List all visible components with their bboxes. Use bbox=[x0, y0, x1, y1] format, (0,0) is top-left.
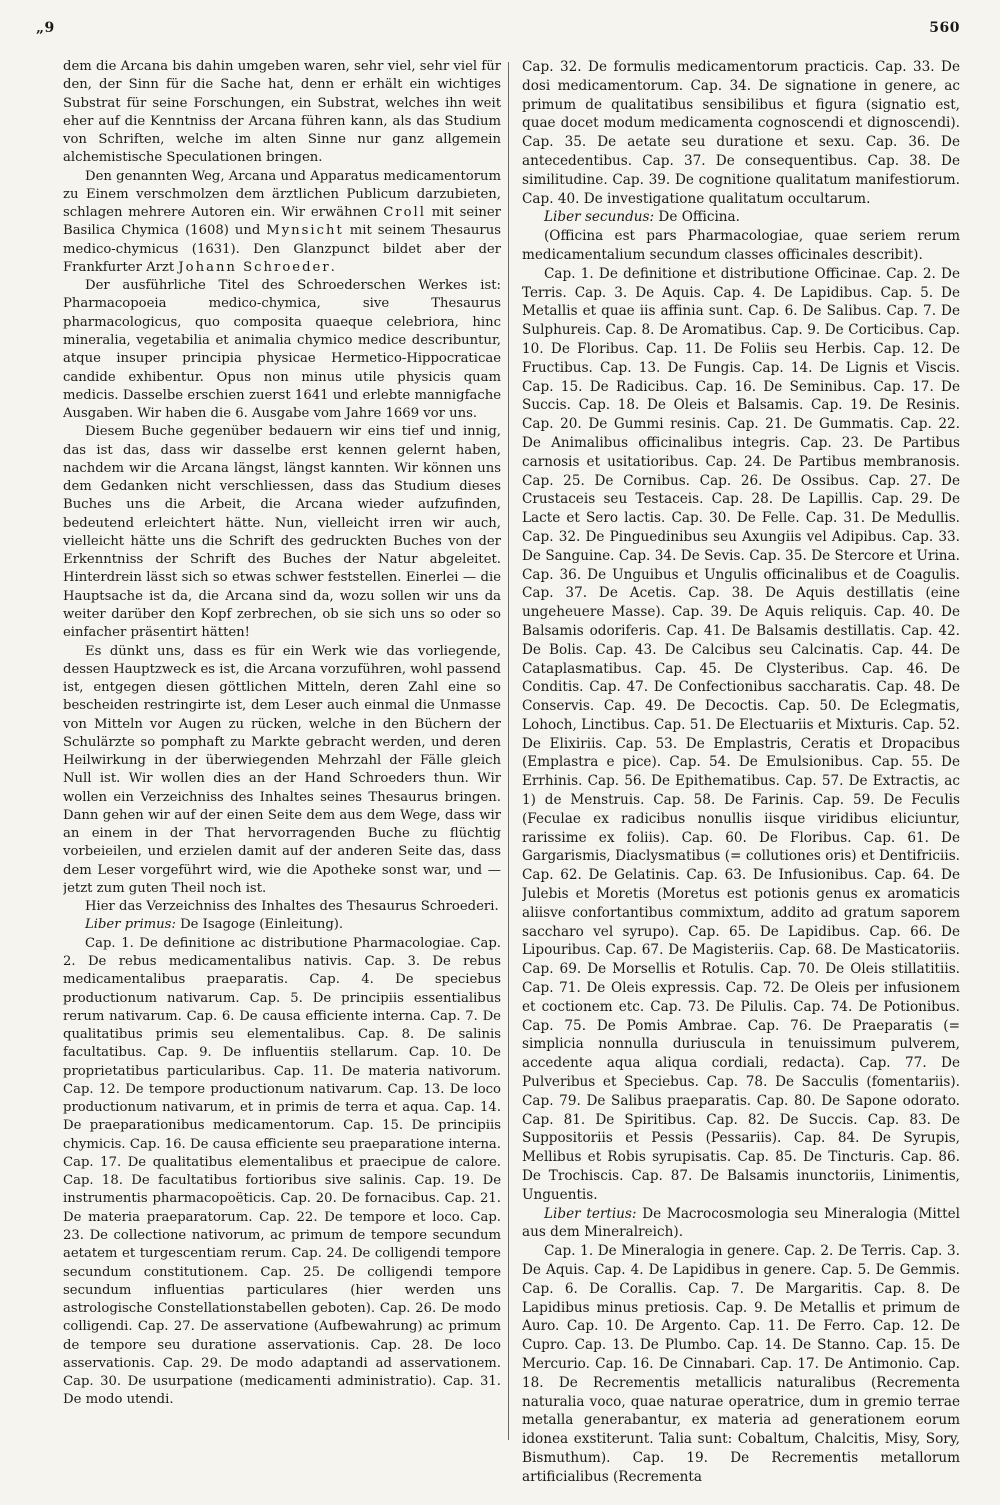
paragraph: (Officina est pars Pharmacologiae, quae seriem rerum medicamentalium secundum classes officinales describit). bbox=[522, 228, 960, 263]
paragraph: dem die Arcana bis dahin umgeben waren, sehr viel, sehr viel für den, der Sinn für die Sache hat, denn er erhält ein wichtiges Substrat für seine Forschungen, ein Substrat, welches ihn weit eher auf die Kenntniss der Arcana führen kann, als das Studium von Schriften, welche im alten Sinne nur ganz allgemein alchemistische Speculationen bringen. bbox=[63, 59, 501, 166]
right-column bbox=[522, 58, 960, 1490]
book-title: Liber primus: bbox=[85, 917, 176, 933]
book-title: Liber tertius: bbox=[544, 1205, 637, 1222]
paragraph: Hier das Verzeichniss des Inhaltes des Thesaurus Schroederi. bbox=[85, 899, 499, 915]
chapter-list: Cap. 1. De definitione et distributione Officinae. Cap. 2. De Terris. Cap. 3. De Aquis. Cap. 4. De Lapidibus. Cap. 5. De Metallis et quae iis affinia sunt. Cap. 6. De Salibus. Cap. 7. De Sulphureis. Cap. 8. De Aromatibus. Cap. 9. De Corticibus. Cap. 10. De Floribus. Cap. 11. De Foliis seu Herbis. Cap. 12. De Fructibus. Cap. 13. De Fungis. Cap. 14. De Lignis et Viscis. Cap. 15. De Radicibus. Cap. 16. De Seminibus. Cap. 17. De Succis. Cap. 18. De Oleis et Balsamis. Cap. 19. De Resinis. Cap. 20. De Gummi resinis. Cap. 21. De Gummatis. Cap. 22. De Animalibus officinalibus integris. Cap. 23. De Partibus carnosis et usitatioribus. Cap. 24. De Partibus membranosis. Cap. 25. De Cornibus. Cap. 26. De Ossibus. Cap. 27. De Crustaceis seu Testaceis. Cap. 28. De Lapillis. Cap. 29. De Lacte et Sero lactis. Cap. 30. De Felle. Cap. 31. De Medullis. Cap. 32. De Pinguedinibus seu Axungiis vel Adipibus. Cap. 33. De Sanguine. Cap. 34. De Sevis. Cap. 35. De Stercore et Urina. Cap. 36. De Unguibus et Ungulis officinalibus et de Coagulis. Cap. 37. De Acetis. Cap. 38. De Aquis destillatis (eine ungeheuere Masse). Cap. 39. De Aquis reliquis. Cap. 40. De Balsamis odoriferis. Cap. 41. De Balsamis destillatis. Cap. 42. De Bolis. Cap. 43. De Calcibus seu Calcinatis. Cap. 44. De Cataplasmatibus. Cap. 45. De Clysteribus. Cap. 46. De Conditis. Cap. 47. De Confectionibus saccharatis. Cap. 48. De Conservis. Cap. 49. De Decoctis. Cap. 50. De Eclegmatis, Lohoch, Linctibus. Cap. 51. De Electuariis et Mixturis. Cap. 52. De Elixiriis. Cap. 53. De Emplastris, Ceratis et Dropacibus (Emplastra e pice). Cap. 54. De Emulsionibus. Cap. 55. De Errhinis. Cap. 56. De Epithematibus. Cap. 57. De Extractis, ac 1) de Menstruis. Cap. 58. De Farinis. Cap. 59. De Feculis (Feculae ex radicibus nonullis iisque viridibus eliciuntur, rarissime ex foliis). Cap. 60. De Floribus. Cap. 61. De Gargarismis, Diaclysmatibus (= collutiones oris) et Dentifriciis. Cap. 62. De Gelatinis. Cap. 63. De Infusionibus. Cap. 64. De Julebis et Moretis (Moretus est potionis genus ex aromaticis aliisve confortantibus commixtum, addito ad gratum saporem saccharo vel syrupo). Cap. 65. De Lapidibus. Cap. 66. De Lipouribus. Cap. 67. De Magisteriis. Cap. 68. De Masticatoriis. Cap. 69. De Morsellis et Rotulis. Cap. 70. De Oleis stillatitiis. Cap. 71. De Oleis expressis. Cap. 72. De Oleis per infusionem et coctionem etc. Cap. 73. De Pilulis. Cap. 74. De Potionibus. Cap. 75. De Pomis Ambrae. Cap. 76. De Praeparatis (= simplicia nonnulla duriuscula in tenuissimum pulverem, accedente aqua aliqua cordiali, redacta). Cap. 77. De Pulveribus et Speciebus. Cap. 78. De Sacculis (fomentariis). Cap. 79. De Salibus praeparatis. Cap. 80. De Sapone odorato. Cap. 81. De Spiritibus. Cap. 82. De Succis. Cap. 83. De Suppositoriis et Pessis (Pessariis). Cap. 84. De Syrupis, Mellibus et Robis syrupisatis. Cap. 85. De Tincturis. Cap. 86. De Trochiscis. Cap. 87. De Balsamis inunctoriis, Linimentis, Unguentis. bbox=[522, 265, 960, 1203]
paragraph-text: mit seinem Thesaurus medico-chymicus (1631). Den Glanzpunct bildet aber der Frankfurter Arzt bbox=[63, 223, 501, 275]
author-name-schroeder: Johann Schroeder bbox=[178, 259, 331, 275]
paragraph-text: mit seiner Basilica Chymica (1608) und bbox=[63, 205, 501, 239]
author-name-mynsicht: Mynsicht bbox=[266, 223, 344, 239]
paragraph-text: . bbox=[330, 259, 335, 275]
book-subtitle: De Officina. bbox=[654, 209, 740, 226]
chapter-list: Cap. 1. De Mineralogia in genere. Cap. 2. De Terris. Cap. 3. De Aquis. Cap. 4. De Lapidibus in genere. Cap. 5. De Gemmis. Cap. 6. De Corallis. Cap. 7. De Margaritis. Cap. 8. De Lapidibus minus pretiosis. Cap. 9. De Metallis et primum de Auro. Cap. 10. De Argento. Cap. 11. De Ferro. Cap. 12. De Cupro. Cap. 13. De Plumbo. Cap. 14. De Stanno. Cap. 15. De Mercurio. Cap. 16. De Cinnabari. Cap. 17. De Antimonio. Cap. 18. De Recrementis metallicis naturalibus (Recrementa naturalia voco, quae naturae operatrice, dum in gremio terrae metalla generabantur, ex materia ad generationem eorum idonea exstiterunt. Talia sunt: Cobaltum, Chalcitis, Misy, Sory, Bismuthum). Cap. 19. De Recrementis metallorum artificialibus (Recrementa bbox=[522, 1243, 960, 1485]
chapter-list: Cap. 1. De definitione ac distributione Pharmacologiae. Cap. 2. De rebus medicamentalibus nativis. Cap. 3. De rebus medicamentalibus praeparatis. Cap. 4. De speciebus productionum nativarum. Cap. 5. De principiis essentialibus rerum nativarum. Cap. 6. De causa efficiente interna. Cap. 7. De qualitatibus primis seu elementalibus. Cap. 8. De salinis facultatibus. Cap. 9. De influentiis stellarum. Cap. 10. De proprietatibus particularibus. Cap. 11. De materia nativorum. Cap. 12. De tempore productionum nativarum. Cap. 13. De loco productionum nativarum, et in primis de terra et aqua. Cap. 14. De praeparationibus medicamentorum. Cap. 15. De principiis chymicis. Cap. 16. De causa efficiente seu praeparatione interna. Cap. 17. De qualitatibus elementalibus et praecipue de calore. Cap. 18. De facultatibus fortioribus sive salinis. Cap. 19. De instrumentis pharmacopoëticis. Cap. 20. De fornacibus. Cap. 21. De materia praeparatorum. Cap. 22. De tempore et loco. Cap. 23. De collectione nativorum, ac primum de tempore secundum aetatem et turgescentiam rerum. Cap. 24. De colligendi tempore secundum constitutionem. Cap. 25. De colligendi tempore secundum influentias particulares (hier werden uns astrologische Constellationstabellen geboten). Cap. 26. De modo colligendi. Cap. 27. De asservatione (Aufbewahrung) ac primum de tempore seu duratione asservationis. Cap. 28. De loco asservationis. Cap. 29. De modo adaptandi ad asservationem. Cap. 30. De usurpatione (medicamenti administratio). Cap. 31. De modo utendi. bbox=[63, 935, 501, 1408]
left-column bbox=[63, 58, 501, 1490]
book-subtitle: De Isagoge (Einleitung). bbox=[175, 917, 344, 933]
column-divider bbox=[508, 62, 509, 1440]
paragraph: Es dünkt uns, dass es für ein Werk wie das vorliegende, dessen Hauptzweck es ist, die Arcana vorzuführen, wohl passend ist, entgegen diesen göttlichen Mitteln, deren Zahl eine so bescheiden restringirte ist, dem Leser auch einmal die Unmasse von Mitteln vor Augen zu rücken, welche in den Büchern der Schulärzte so pomphaft zu Markte gebracht werden, und deren Heilwirkung in der überwiegenden Mehrzahl der Fälle gleich Null ist. Wir wollen dies an der Hand Schroeders thun. Wir wollen ein Verzeichniss des Inhaltes seines Thesaurus bringen. Dann gehen wir auf der einen Seite dem aus dem Wege, dass wir an einem in der That hervorragenden Buche zu flüchtig vorbeieilen, und erzielen damit auf der anderen Seite das, dass dem Leser vorgeführt wird, wie die Apotheke sonst war, und — jetzt zum guten Theil noch ist. bbox=[63, 643, 501, 896]
paragraph: Diesem Buche gegenüber bedauern wir eins tief und innig, das ist das, dass wir dasselbe erst kennen gelernt haben, nachdem wir die Arcana längst, längst kannten. Wir können uns dem Gedanken nicht verschliessen, dass das Studium dieses Buches uns die Arbeit, die Arcana wieder aufzufinden, bedeutend erleichtert hätte. Nun, vielleicht irren wir auch, vielleicht hätte uns die Schrift des gedruckten Buches von der Erkenntniss der Schrift des Buches der Natur abgeleitet. Hinterdrein lässt sich so etwas schwer feststellen. Einerlei — die Hauptsache ist da, die Arcana sind da, wozu sollen wir uns da weiter darüber den Kopf zerbrechen, ob sie sich uns so oder so einfacher präsentirt hätten! bbox=[63, 424, 501, 641]
author-name-croll: Croll bbox=[383, 205, 426, 221]
book-heading bbox=[522, 1205, 960, 1243]
chapter-list: Cap. 32. De formulis medicamentorum practicis. Cap. 33. De dosi medicamentorum. Cap. 34. De signatione in genere, ac primum de qualitatibus sensibilibus et figura (signatio est, quae docet modum medicamenta cognoscendi et dignoscendi). Cap. 35. De aetate seu duratione et sexu. Cap. 36. De antecedentibus. Cap. 37. De consequentibus. Cap. 38. De similitudine. Cap. 39. De cognitione qualitatum manifestiorum. Cap. 40. De investigatione qualitatum occultarum. bbox=[522, 59, 960, 207]
page-number-right: 560 bbox=[929, 20, 960, 36]
book-subtitle: De Macrocosmologia seu Mineralogia (Mittel aus dem Mineralreich). bbox=[522, 1205, 960, 1241]
book-heading bbox=[522, 208, 960, 227]
paragraph: Der ausführliche Titel des Schroederschen Werkes ist: Pharmacopoeia medico-chymica, sive Thesaurus pharmacologicus, quo composita quaeque celebriora, hinc mineralia, vegetabilia et animalia chymico medice describuntur, atque insuper principia physicae Hermetico-Hippocraticae candide exhibentur. Opus non minus utile physicis quam medicis. Dasselbe erschien zuerst 1641 und erlebte mannigfache Ausgaben. Wir haben die 6. Ausgabe vom Jahre 1669 vor uns. bbox=[63, 278, 501, 422]
paragraph bbox=[63, 168, 501, 278]
book-heading bbox=[63, 916, 501, 934]
page-number-left: „9 bbox=[36, 20, 55, 36]
paragraph-text: Den genannten Weg, Arcana und Apparatus medicamentorum zu Einem verschmolzen dem ärztlichen Publicum darzubieten, schlagen mehrere Autoren ein. Wir erwähnen bbox=[63, 168, 501, 221]
book-title: Liber secundus: bbox=[544, 209, 655, 226]
